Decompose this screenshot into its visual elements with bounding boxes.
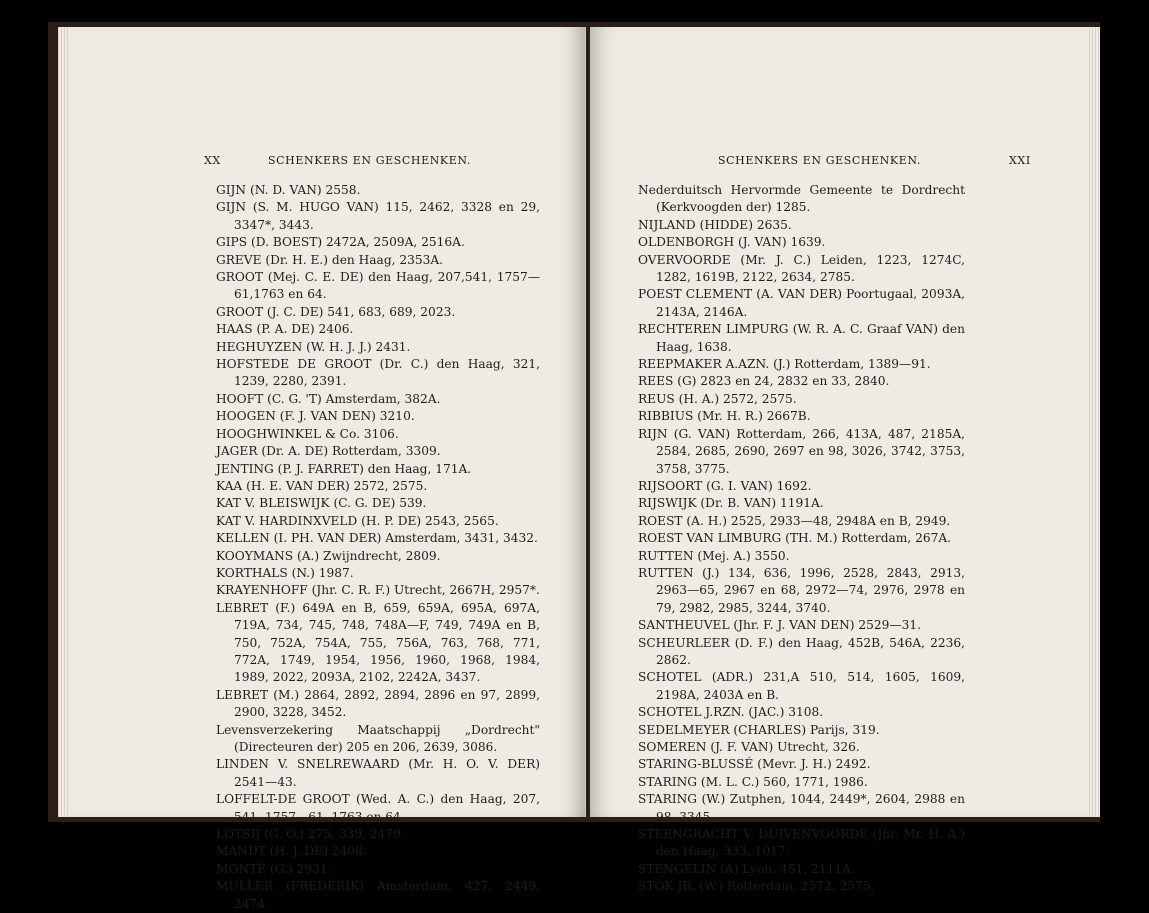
- index-entry: LINDEN V. SNELREWAARD (Mr. H. O. V. DER) 2541—43.: [216, 757, 540, 789]
- index-entry: SANTHEUVEL (Jhr. F. J. VAN DEN) 2529—31.: [638, 618, 921, 633]
- index-entry: STENGELIN (A) Lyon, 451, 2111A.: [638, 861, 855, 876]
- left-running-head: SCHENKERS EN GESCHENKEN.: [268, 154, 471, 167]
- index-entry: KORTHALS (N.) 1987.: [216, 565, 354, 580]
- right-page-number: XXI: [1009, 154, 1031, 167]
- left-page: [70, 27, 586, 911]
- index-entry: OVERVOORDE (Mr. J. C.) Leiden, 1223, 1274C, 1282, 1619B, 2122, 2634, 2785.: [638, 252, 965, 285]
- index-entry: GROOT (J. C. DE) 541, 683, 689, 2023.: [216, 304, 456, 319]
- index-entry: REEPMAKER A.AZN. (J.) Rotterdam, 1389—91.: [638, 357, 931, 372]
- index-entry: HEGHUYZEN (W. H. J. J.) 2431.: [216, 339, 411, 354]
- index-entry: RIJSOORT (G. I. VAN) 1692.: [638, 478, 812, 493]
- index-entry: Nederduitsch Hervormde Gemeente te Dordrecht (Kerkvoogden der) 1285.: [638, 183, 965, 215]
- index-entry: LEBRET (F.) 649A en B, 659, 659A, 695A, 697A, 719A, 734, 745, 748, 748A—F, 749, 749A en B, 750, 752A, 754A, 755, 756A, 763, 768, 771, 772A, 1749, 1954, 1956, 1960, 1968, 1984, 1989, 2022, 2093A, 2102, 2242A, 3437.: [216, 600, 540, 685]
- index-entry: GIJN (N. D. VAN) 2558.: [216, 183, 361, 197]
- index-entry: JAGER (Dr. A. DE) Rotterdam, 3309.: [216, 444, 441, 459]
- index-entry: NIJLAND (HIDDE) 2635.: [638, 217, 792, 232]
- index-entry: STARING (W.) Zutphen, 1044, 2449*, 2604, 2988 en 98, 3345.: [638, 792, 965, 824]
- index-entry: LEBRET (M.) 2864, 2892, 2894, 2896 en 97, 2899, 2900, 3228, 3452.: [216, 687, 540, 720]
- index-entry: RIJN (G. VAN) Rotterdam, 266, 413A, 487, 2185A, 2584, 2685, 2690, 2697 en 98, 3026, 3742, 3753, 3758, 3775.: [638, 426, 965, 476]
- index-entry: SOMEREN (J. F. VAN) Utrecht, 326.: [638, 740, 860, 754]
- index-entry: GREVE (Dr. H. E.) den Haag, 2353A.: [216, 252, 444, 267]
- index-entry: SCHEURLEER (D. F.) den Haag, 452B, 546A, 2236, 2862.: [638, 635, 965, 667]
- right-page: [590, 27, 1087, 894]
- index-entry: GIPS (D. BOEST) 2472A, 2509A, 2516A.: [216, 235, 465, 250]
- index-entry: KAT V. HARDINXVELD (H. P. DE) 2543, 2565.: [216, 513, 499, 528]
- index-entry: STARING-BLUSSÉ (Mevr. J. H.) 2492.: [638, 757, 871, 772]
- index-entry: RUTTEN (J.) 134, 636, 1996, 2528, 2843, 2913, 2963—65, 2967 en 68, 2972—74, 2976, 2978 en 79, 2982, 2985, 3244, 3740.: [638, 565, 965, 615]
- index-entry: LOTSIJ (G. O.) 275, 339, 2479.: [216, 827, 405, 842]
- index-entry: GROOT (Mej. C. E. DE) den Haag, 207,541, 1757—61,1763 en 64.: [216, 270, 540, 302]
- index-entry: HOOGEN (F. J. VAN DEN) 3210.: [216, 409, 415, 424]
- index-entry: HAAS (P. A. DE) 2406.: [216, 322, 354, 337]
- index-entry: HOFSTEDE DE GROOT (Dr. C.) den Haag, 321, 1239, 2280, 2391.: [216, 357, 540, 389]
- left-page-number: XX: [204, 154, 221, 167]
- index-entry: RUTTEN (Mej. A.) 3550.: [638, 548, 790, 563]
- index-entry: JENTING (P. J. FARRET) den Haag, 171A.: [216, 461, 472, 476]
- index-entry: HOOGHWINKEL & Co. 3106.: [216, 426, 399, 441]
- index-entry: STOK JR. (W.) Rotterdam, 2572, 2575.: [638, 879, 875, 894]
- index-entry: GIJN (S. M. HUGO VAN) 115, 2462, 3328 en 29, 3347*, 3443.: [216, 200, 540, 232]
- index-entry: STARING (M. L. C.) 560, 1771, 1986.: [638, 774, 868, 789]
- index-entry: OLDENBORGH (J. VAN) 1639.: [638, 235, 826, 250]
- index-entry: HOOFT (C. G. 'T) Amsterdam, 382A.: [216, 391, 441, 406]
- index-entry: Levensverzekering Maatschappij „Dordrecht" (Directeuren der) 205 en 206, 2639, 3086.: [216, 722, 540, 754]
- right-entries: [638, 182, 965, 896]
- index-entry: SCHOTEL (ADR.) 231,A 510, 514, 1605, 1609, 2198A, 2403A en B.: [638, 670, 965, 702]
- index-entry: STEENGRACHT V. DUIVENVOORDE (Jhr. Mr. H. A.) den Haag, 333, 1017.: [638, 827, 965, 859]
- right-page-edges: [1086, 27, 1100, 817]
- index-entry: RIBBIUS (Mr. H. R.) 2667B.: [638, 409, 811, 424]
- right-running-head: SCHENKERS EN GESCHENKEN.: [718, 154, 921, 167]
- index-entry: RECHTEREN LIMPURG (W. R. A. C. Graaf VAN) den Haag, 1638.: [638, 322, 965, 354]
- index-entry: RIJSWIJK (Dr. B. VAN) 1191A.: [638, 496, 824, 511]
- index-entry: MULLER (FREDERIK) Amsterdam, 427, 2449, 2474.: [216, 879, 540, 911]
- index-entry: ROEST VAN LIMBURG (TH. M.) Rotterdam, 267A.: [638, 531, 952, 546]
- index-entry: KAT V. BLEISWIJK (C. G. DE) 539.: [216, 496, 427, 511]
- left-page-edges: [58, 27, 70, 817]
- index-entry: ROEST (A. H.) 2525, 2933—48, 2948A en B, 2949.: [638, 513, 951, 528]
- index-entry: LOFFELT-DE GROOT (Wed. A. C.) den Haag, 207, 541, 1757—61, 1763 en 64.: [216, 792, 540, 824]
- index-entry: KELLEN (I. PH. VAN DER) Amsterdam, 3431, 3432.: [216, 531, 538, 546]
- index-entry: KOOYMANS (A.) Zwijndrecht, 2809.: [216, 548, 441, 563]
- index-entry: REUS (H. A.) 2572, 2575.: [638, 391, 797, 406]
- index-entry: SEDELMEYER (CHARLES) Parijs, 319.: [638, 722, 880, 737]
- index-entry: POEST CLEMENT (A. VAN DER) Poortugaal, 2093A, 2143A, 2146A.: [638, 287, 965, 319]
- left-entries: [216, 182, 540, 913]
- index-entry: SCHOTEL J.RZN. (JAC.) 3108.: [638, 705, 824, 720]
- index-entry: KRAYENHOFF (Jhr. C. R. F.) Utrecht, 2667H, 2957*.: [216, 583, 540, 598]
- index-entry: KAA (H. E. VAN DER) 2572, 2575.: [216, 478, 428, 493]
- index-entry: MANDT (H. J. DE) 2408.: [216, 844, 367, 859]
- index-entry: REES (G) 2823 en 24, 2832 en 33, 2840.: [638, 374, 890, 389]
- index-entry: MONTÉ (G.) 2931.: [216, 861, 332, 876]
